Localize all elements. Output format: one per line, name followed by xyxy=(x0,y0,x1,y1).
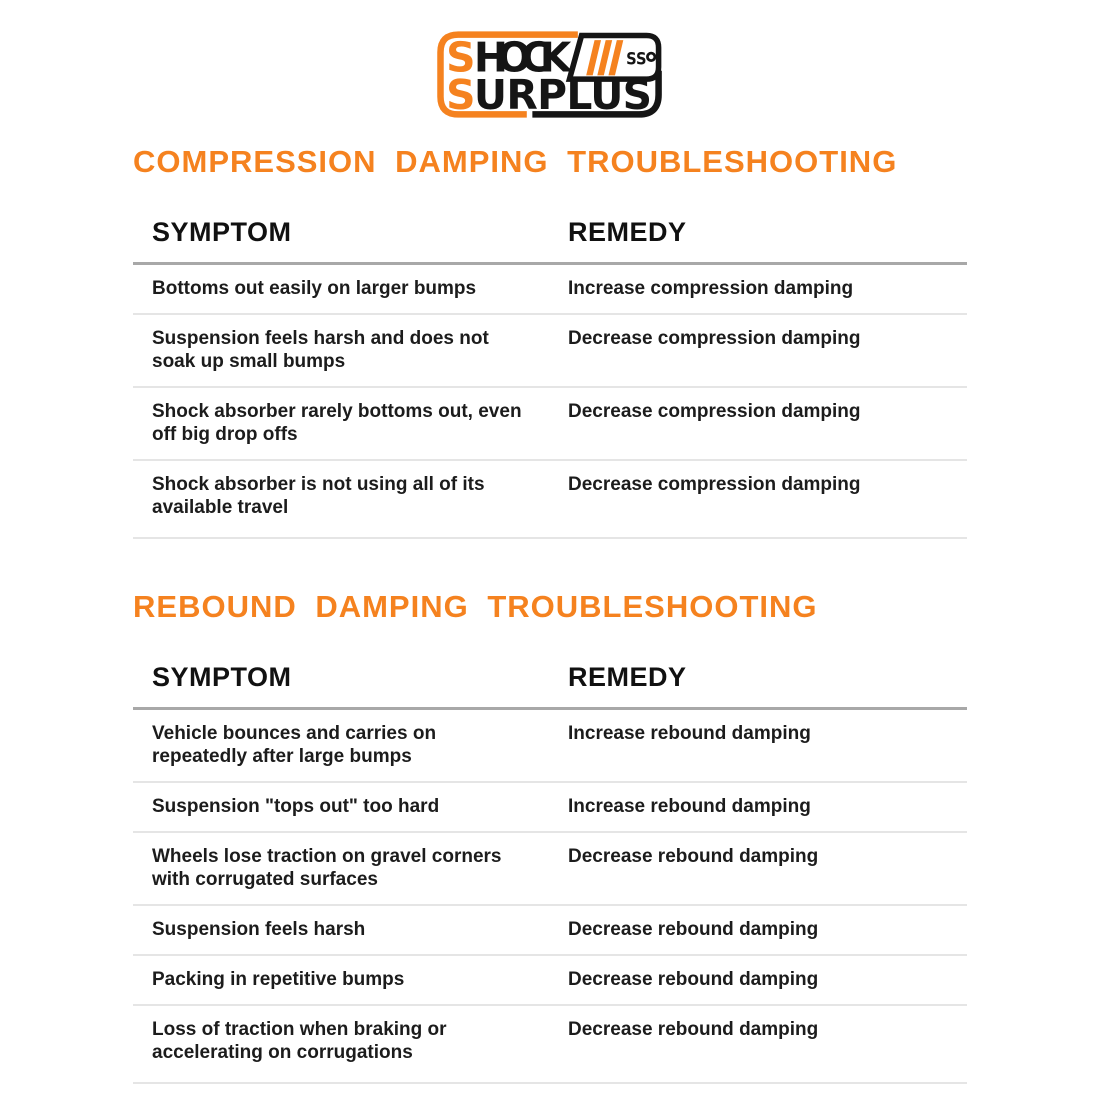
table-row xyxy=(133,906,967,956)
table-header-row xyxy=(133,216,967,265)
logo-text-line2-accent: S xyxy=(446,70,476,119)
content xyxy=(133,142,967,1084)
troubleshooting-table xyxy=(133,216,967,539)
table-row xyxy=(133,710,967,783)
table-row xyxy=(133,833,967,906)
column-header-remedy: REMEDY xyxy=(568,217,687,247)
remedy-cell: Decrease rebound damping xyxy=(568,919,819,940)
table-row xyxy=(133,315,967,388)
troubleshooting-table xyxy=(133,661,967,1084)
remedy-cell: Decrease rebound damping xyxy=(568,846,819,867)
shock-surplus-logo-icon xyxy=(434,28,666,121)
troubleshooting-section xyxy=(133,587,967,1084)
symptom-cell: Loss of traction when braking or accelerating on corrugations xyxy=(152,1019,447,1063)
remedy-cell: Decrease rebound damping xyxy=(568,1019,819,1040)
logo-text-line2-rest: URPLUS xyxy=(473,70,653,119)
table-row xyxy=(133,1006,967,1084)
table-row xyxy=(133,461,967,539)
symptom-cell: Wheels lose traction on gravel corners with corrugated surfaces xyxy=(152,846,502,890)
brand-logo xyxy=(0,28,1100,121)
symptom-cell: Suspension feels harsh xyxy=(152,919,366,940)
symptom-cell: Suspension "tops out" too hard xyxy=(152,796,440,817)
section-title: COMPRESSION DAMPING TROUBLESHOOTING xyxy=(133,144,898,179)
symptom-cell: Shock absorber is not using all of its available travel xyxy=(152,474,485,518)
symptom-cell: Vehicle bounces and carries on repeatedly after large bumps xyxy=(152,723,437,767)
table-row xyxy=(133,388,967,461)
table-row xyxy=(133,783,967,833)
column-header-symptom: SYMPTOM xyxy=(152,662,292,692)
table-header-row xyxy=(133,661,967,710)
symptom-cell: Suspension feels harsh and does not soak up small bumps xyxy=(152,328,489,372)
remedy-cell: Decrease compression damping xyxy=(568,474,861,495)
logo-text-line1-accent: S xyxy=(446,33,476,82)
table-body xyxy=(133,710,967,1084)
logo-text-line1-rest: HOCK xyxy=(473,33,572,82)
column-header-symptom: SYMPTOM xyxy=(152,217,292,247)
table-row xyxy=(133,956,967,1006)
remedy-cell: Increase compression damping xyxy=(568,278,854,299)
column-header-remedy: REMEDY xyxy=(568,662,687,692)
table-row xyxy=(133,265,967,315)
remedy-cell: Increase rebound damping xyxy=(568,796,811,817)
remedy-cell: Increase rebound damping xyxy=(568,723,811,744)
section-title: REBOUND DAMPING TROUBLESHOOTING xyxy=(133,589,818,624)
troubleshooting-section xyxy=(133,142,967,539)
remedy-cell: Decrease rebound damping xyxy=(568,969,819,990)
logo-badge-text: SS xyxy=(626,48,647,69)
table-body xyxy=(133,265,967,539)
symptom-cell: Shock absorber rarely bottoms out, even off big drop offs xyxy=(152,401,522,445)
remedy-cell: Decrease compression damping xyxy=(568,328,861,349)
symptom-cell: Packing in repetitive bumps xyxy=(152,969,405,990)
remedy-cell: Decrease compression damping xyxy=(568,401,861,422)
symptom-cell: Bottoms out easily on larger bumps xyxy=(152,278,477,299)
